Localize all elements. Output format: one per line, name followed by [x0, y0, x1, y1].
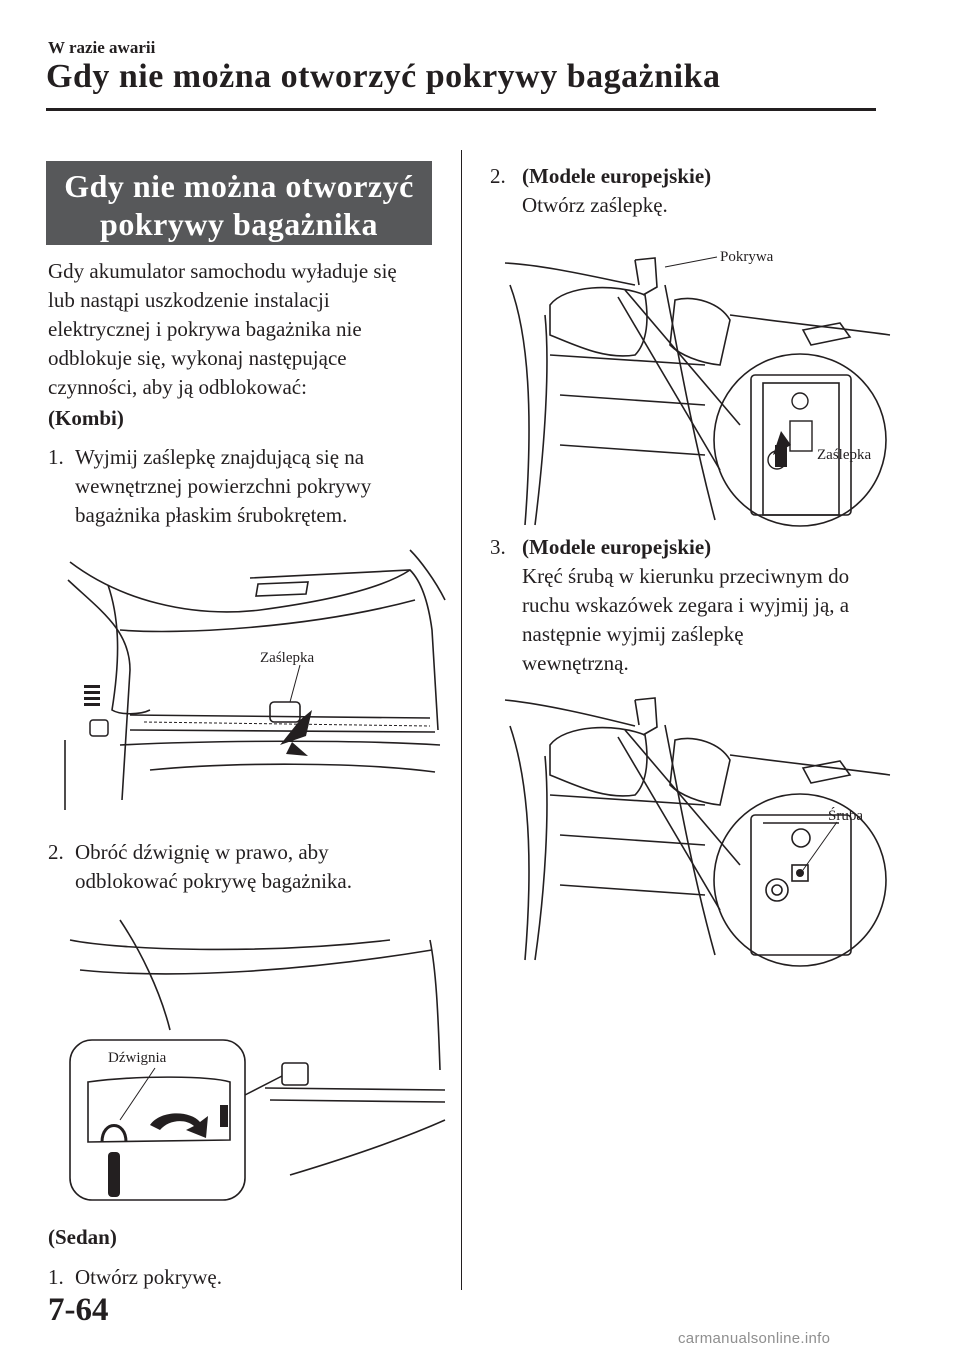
sedan-step-1 [48, 1263, 448, 1293]
sedan-label: (Sedan) [48, 1225, 117, 1249]
page-title: Gdy nie można otworzyć pokrywy bagażnika [46, 58, 721, 95]
step-number: 2. [490, 164, 506, 188]
step-line: Kręć śrubą w kierunku przeciwnym do [522, 564, 850, 588]
step-number: 1. [48, 445, 64, 469]
intro-paragraph [48, 257, 397, 402]
step-line: wewnętrzną. [522, 651, 629, 675]
kombi-label: (Kombi) [48, 406, 124, 430]
sedan-step-3 [490, 533, 910, 673]
intro-line: odblokuje się, wykonaj następujące [48, 346, 347, 370]
figure-kombi-cap [60, 540, 445, 810]
callout-zaslepka-sedan: Zaślepka [817, 447, 872, 463]
step-text: Otwórz pokrywę. [75, 1265, 222, 1289]
step-line: Obróć dźwignię w prawo, aby [75, 840, 329, 864]
intro-line: Gdy akumulator samochodu wyładuje się [48, 259, 397, 283]
section-heading-box [46, 161, 432, 245]
figure-sedan-cap [505, 245, 890, 525]
intro-line: czynności, aby ją odblokować: [48, 375, 307, 399]
section-heading-line-2: pokrywy bagażnika [100, 206, 378, 242]
sedan-step-2 [490, 162, 910, 222]
section-label: W razie awarii [48, 38, 156, 57]
callout-sruba: Śruba [828, 808, 863, 824]
step-title: (Modele europejskie) [522, 535, 712, 559]
step-line: wewnętrznej powierzchni pokrywy [75, 474, 372, 498]
step-text [75, 838, 352, 896]
step-line: Wyjmij zaślepkę znajdującą się na [75, 445, 365, 469]
section-heading-line-1: Gdy nie można otworzyć [64, 168, 414, 204]
step-line: Otwórz zaślepkę. [522, 193, 668, 217]
kombi-step-1 [48, 443, 448, 533]
step-text [522, 533, 849, 678]
step-number: 3. [490, 535, 506, 559]
watermark: carmanualsonline.info [678, 1330, 831, 1347]
callout-pokrywa: Pokrywa [720, 249, 774, 265]
step-text [522, 162, 711, 220]
figure-kombi-lever [60, 910, 445, 1210]
step-line: odblokować pokrywę bagażnika. [75, 869, 352, 893]
step-text [75, 443, 371, 530]
step-line: bagażnika płaskim śrubokrętem. [75, 503, 348, 527]
intro-line: elektrycznej i pokrywa bagażnika nie [48, 317, 362, 341]
intro-line: lub nastąpi uszkodzenie instalacji [48, 288, 330, 312]
callout-zaslepka: Zaślepka [260, 650, 315, 666]
page-number: 7-64 [48, 1292, 109, 1328]
callout-dzwignia: Dźwignia [108, 1050, 167, 1066]
step-line: następnie wyjmij zaślepkę [522, 622, 744, 646]
step-line: ruchu wskazówek zegara i wyjmij ją, a [522, 593, 850, 617]
kombi-step-2 [48, 838, 448, 898]
column-divider [461, 150, 462, 1290]
figure-sedan-screw [505, 690, 890, 970]
step-number: 2. [48, 840, 64, 864]
step-title: (Modele europejskie) [522, 164, 712, 188]
step-number: 1. [48, 1265, 64, 1289]
title-rule [46, 108, 876, 111]
